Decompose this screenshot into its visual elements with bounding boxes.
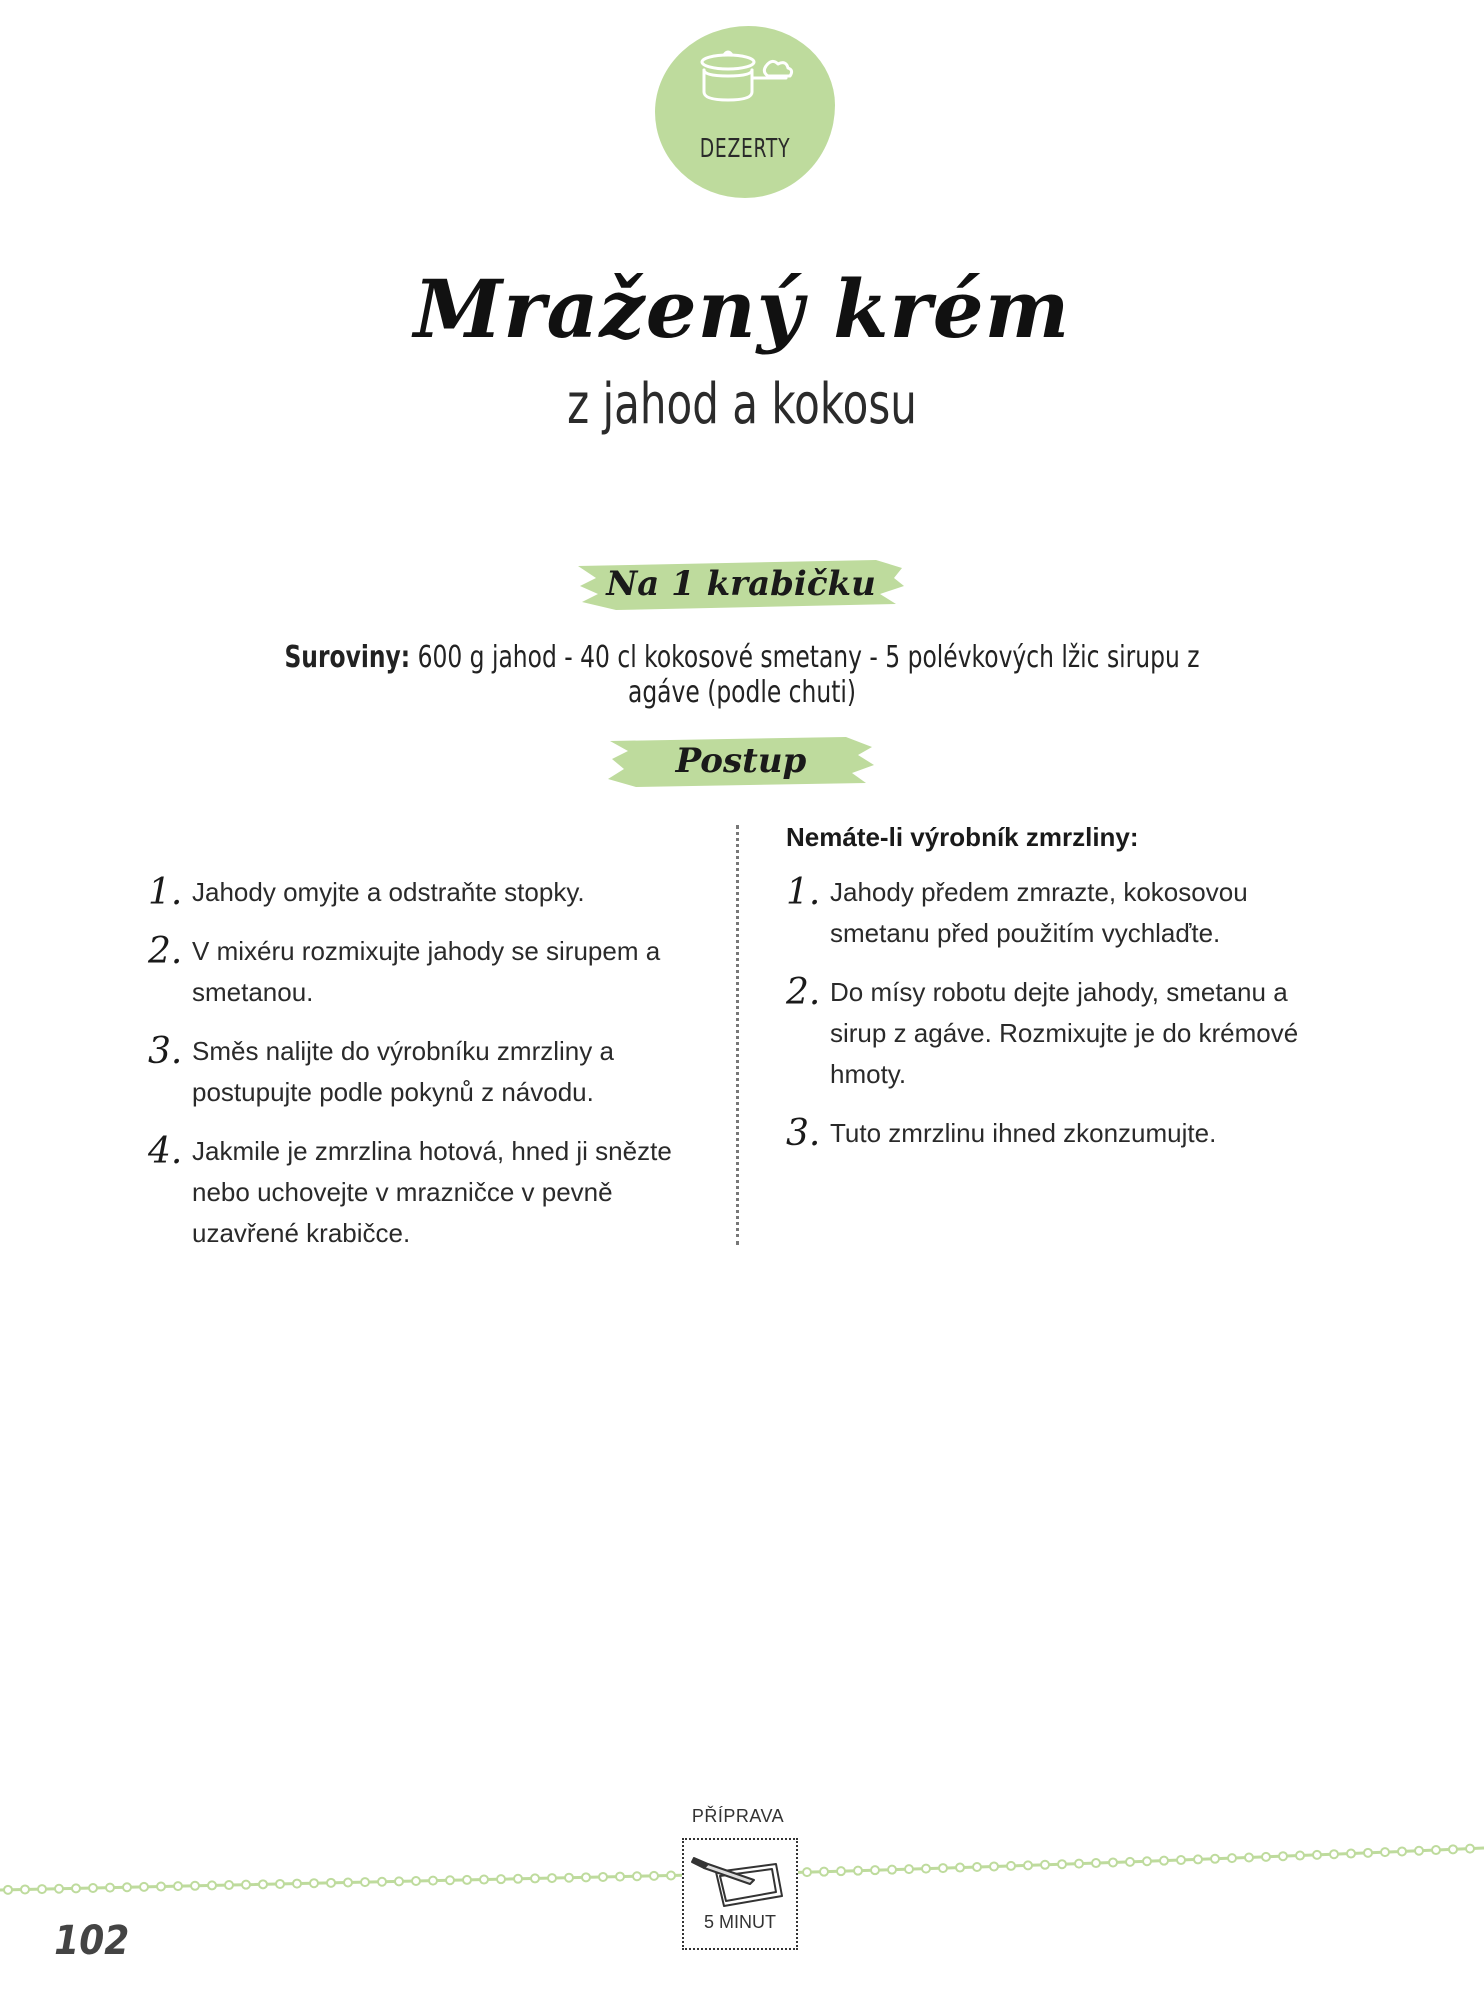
timeline-dot bbox=[1126, 1858, 1134, 1866]
step-number: 3. bbox=[786, 1113, 821, 1154]
timeline-dot bbox=[939, 1864, 947, 1872]
step-text: Směs nalijte do výrobníku zmrzliny a postupujte podle pokynů z návodu. bbox=[192, 1036, 614, 1107]
timeline-dot bbox=[497, 1875, 505, 1883]
step-number: 2. bbox=[786, 972, 821, 1013]
timeline-dot bbox=[1296, 1852, 1304, 1860]
timeline-dot bbox=[1177, 1856, 1185, 1864]
timeline-dot bbox=[1228, 1854, 1236, 1862]
timeline-dot bbox=[378, 1878, 386, 1886]
alternative-steps-list bbox=[786, 872, 1346, 1172]
timeline-dot bbox=[1432, 1846, 1440, 1854]
step-number: 2. bbox=[148, 931, 183, 972]
timeline-dot bbox=[1160, 1857, 1168, 1865]
timeline-dot bbox=[327, 1879, 335, 1887]
timeline-dot bbox=[1415, 1847, 1423, 1855]
timeline-dot bbox=[480, 1876, 488, 1884]
prep-label: PŘÍPRAVA bbox=[691, 1806, 785, 1826]
timeline-dot bbox=[259, 1880, 267, 1888]
step-item bbox=[148, 931, 688, 1013]
ingredients-line bbox=[257, 640, 1227, 710]
step-item bbox=[148, 1131, 688, 1254]
timeline-dot bbox=[412, 1877, 420, 1885]
timeline-dot bbox=[922, 1865, 930, 1873]
step-number: 3. bbox=[148, 1031, 183, 1072]
timeline-dot bbox=[344, 1878, 352, 1886]
timeline-dot bbox=[242, 1881, 250, 1889]
ingredients-text: 600 g jahod - 40 cl kokosové smetany - 5 polévkových lžic sirupu z agáve (podle chuti) bbox=[417, 640, 1200, 710]
timeline-dot bbox=[310, 1879, 318, 1887]
recipe-title: Mražený krém bbox=[413, 262, 1071, 356]
timeline-dot bbox=[395, 1877, 403, 1885]
step-item bbox=[786, 872, 1346, 954]
step-text: Do mísy robotu dejte jahody, smetanu a sirup z agáve. Rozmixujte je do krémové hmoty. bbox=[830, 977, 1299, 1089]
timeline-dot bbox=[293, 1880, 301, 1888]
timeline-dot bbox=[1347, 1850, 1355, 1858]
step-text: Jakmile je zmrzlina hotová, hned ji snězte nebo uchovejte v mrazničce v pevně uzavřené krabičce. bbox=[192, 1136, 672, 1248]
timeline-dot bbox=[854, 1867, 862, 1875]
step-item bbox=[786, 972, 1346, 1095]
timeline-dot bbox=[820, 1868, 828, 1876]
alternative-heading: Nemáte-li výrobník zmrzliny: bbox=[786, 822, 1139, 852]
step-item bbox=[148, 1031, 688, 1113]
timeline-dot bbox=[1245, 1854, 1253, 1862]
method-heading bbox=[606, 733, 876, 789]
timeline-dot bbox=[276, 1880, 284, 1888]
timeline-dot bbox=[1381, 1848, 1389, 1856]
timeline-dot bbox=[446, 1876, 454, 1884]
timeline-dot bbox=[582, 1873, 590, 1881]
timeline-dot bbox=[1262, 1853, 1270, 1861]
step-text: Jahody omyjte a odstraňte stopky. bbox=[192, 877, 585, 907]
timeline-dot bbox=[1075, 1860, 1083, 1868]
timeline-dot bbox=[1058, 1860, 1066, 1868]
serving-heading bbox=[576, 556, 906, 612]
timeline-dot bbox=[871, 1866, 879, 1874]
timeline-dot bbox=[1041, 1861, 1049, 1869]
timeline-dot bbox=[1109, 1858, 1117, 1866]
timeline-dot bbox=[1330, 1850, 1338, 1858]
timeline-dot bbox=[38, 1885, 46, 1893]
timeline-dot bbox=[225, 1881, 233, 1889]
timeline-dot bbox=[174, 1882, 182, 1890]
serving-label: Na 1 krabičku bbox=[606, 564, 876, 604]
steps-list bbox=[148, 872, 688, 1272]
timeline-dot bbox=[548, 1874, 556, 1882]
page-number: 102 bbox=[54, 1918, 130, 1964]
timeline-dot bbox=[616, 1873, 624, 1881]
timeline-dot bbox=[1007, 1862, 1015, 1870]
timeline-dot bbox=[123, 1883, 131, 1891]
timeline-dot bbox=[905, 1865, 913, 1873]
timeline-dot bbox=[191, 1882, 199, 1890]
timeline-dot bbox=[531, 1874, 539, 1882]
step-number: 1. bbox=[148, 872, 183, 913]
step-number: 1. bbox=[786, 872, 821, 913]
timeline-dot bbox=[1092, 1859, 1100, 1867]
timeline-dot bbox=[1194, 1855, 1202, 1863]
timeline-dot bbox=[1024, 1861, 1032, 1869]
timeline-dot bbox=[803, 1868, 811, 1876]
timeline-dot bbox=[4, 1886, 12, 1894]
timeline-dot bbox=[956, 1864, 964, 1872]
cutting-board-knife-icon bbox=[690, 1850, 786, 1910]
timeline-dot bbox=[429, 1877, 437, 1885]
timeline-dot bbox=[106, 1884, 114, 1892]
timeline-dot bbox=[514, 1875, 522, 1883]
timeline-dot bbox=[973, 1863, 981, 1871]
step-text: V mixéru rozmixujte jahody se sirupem a smetanou. bbox=[192, 936, 661, 1007]
timeline-dot bbox=[72, 1884, 80, 1892]
step-text: Jahody předem zmrazte, kokosovou smetanu před použitím vychlaďte. bbox=[830, 877, 1248, 948]
timeline-dot bbox=[1313, 1851, 1321, 1859]
timeline-dot bbox=[599, 1873, 607, 1881]
step-text: Tuto zmrzlinu ihned zkonzumujte. bbox=[830, 1118, 1217, 1148]
timeline-dot bbox=[667, 1871, 675, 1879]
timeline-dot bbox=[1466, 1845, 1474, 1853]
ingredients-label: Suroviny: bbox=[284, 640, 411, 675]
step-item bbox=[786, 1113, 1346, 1154]
timeline-dot bbox=[1364, 1849, 1372, 1857]
step-item bbox=[148, 872, 688, 913]
timeline-dot bbox=[89, 1884, 97, 1892]
category-label: DEZERTY bbox=[699, 134, 791, 164]
step-number: 4. bbox=[148, 1131, 183, 1172]
column-divider bbox=[736, 825, 739, 1245]
timeline-dot bbox=[1211, 1855, 1219, 1863]
timeline-dot bbox=[888, 1866, 896, 1874]
timeline-dot bbox=[157, 1883, 165, 1891]
timeline-dot bbox=[1449, 1845, 1457, 1853]
timeline-dot bbox=[565, 1874, 573, 1882]
timeline-dot bbox=[140, 1883, 148, 1891]
timeline-dot bbox=[21, 1885, 29, 1893]
prep-time: 5 MINUT bbox=[704, 1912, 776, 1932]
timeline-dot bbox=[1143, 1857, 1151, 1865]
timeline-dot bbox=[1398, 1847, 1406, 1855]
method-label: Postup bbox=[675, 741, 807, 781]
timeline-dot bbox=[55, 1885, 63, 1893]
timeline-dot bbox=[837, 1867, 845, 1875]
timeline-dot bbox=[650, 1872, 658, 1880]
cooking-pot-icon bbox=[694, 48, 800, 108]
timeline-dot bbox=[1279, 1852, 1287, 1860]
timeline-dot bbox=[361, 1878, 369, 1886]
timeline-dot bbox=[990, 1862, 998, 1870]
timeline-dot bbox=[208, 1881, 216, 1889]
timeline-dot bbox=[633, 1872, 641, 1880]
recipe-subtitle: z jahod a kokosu bbox=[567, 372, 917, 437]
timeline-dot bbox=[463, 1876, 471, 1884]
